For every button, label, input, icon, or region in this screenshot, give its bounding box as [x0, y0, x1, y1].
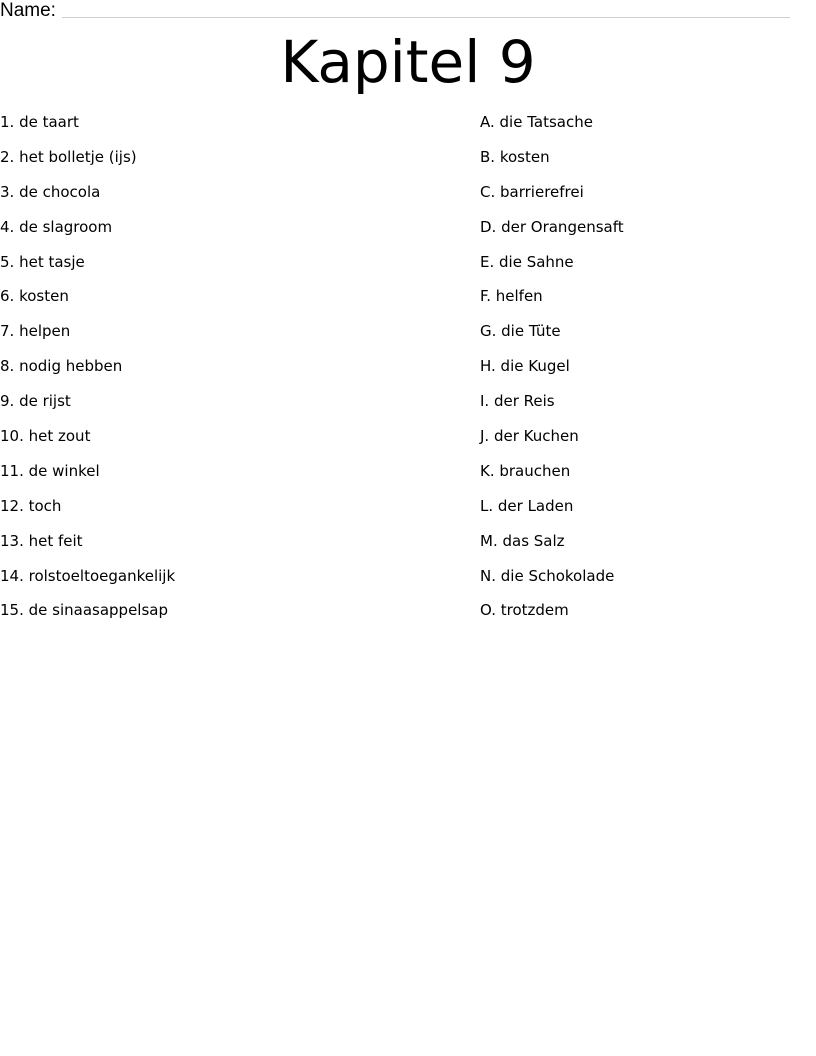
answer-item: F. helfen — [480, 287, 543, 306]
term-item: 14. rolstoeltoegankelijk — [0, 566, 176, 585]
term-item: 11. de winkel — [0, 461, 100, 480]
answer-item: B. kosten — [480, 147, 550, 166]
term-item: 7. helpen — [0, 322, 71, 341]
answer-item: K. brauchen — [480, 461, 571, 480]
answers-column — [480, 112, 800, 635]
term-item: 13. het feit — [0, 531, 83, 550]
answer-item: A. die Tatsache — [480, 113, 593, 131]
answer-item: D. der Orangensaft — [480, 217, 624, 236]
answer-item: L. der Laden — [480, 496, 574, 515]
answer-item: H. die Kugel — [480, 357, 570, 376]
term-item: 8. nodig hebben — [0, 357, 123, 376]
terms-column — [0, 112, 460, 635]
term-item: 3. de chocola — [0, 182, 101, 201]
name-label: Name: — [0, 0, 56, 21]
answer-item: N. die Schokolade — [480, 566, 615, 585]
answer-item: E. die Sahne — [480, 252, 574, 271]
page-title: Kapitel 9 — [280, 28, 536, 96]
term-item: 6. kosten — [0, 287, 69, 306]
term-item: 1. de taart — [0, 113, 79, 131]
answer-item: C. barrierefrei — [480, 182, 584, 201]
answer-item: I. der Reis — [480, 392, 555, 411]
term-item: 5. het tasje — [0, 252, 85, 271]
answer-item: G. die Tüte — [480, 322, 561, 341]
term-item: 9. de rijst — [0, 392, 71, 411]
name-entry-line[interactable] — [62, 17, 790, 18]
term-item: 15. de sinaasappelsap — [0, 601, 168, 620]
term-item: 12. toch — [0, 496, 62, 515]
answer-item: O. trotzdem — [480, 601, 569, 620]
name-row — [0, 0, 790, 22]
term-item: 4. de slagroom — [0, 217, 113, 236]
term-item: 2. het bolletje (ijs) — [0, 147, 137, 166]
answer-item: J. der Kuchen — [480, 427, 579, 446]
term-item: 10. het zout — [0, 427, 91, 446]
answer-item: M. das Salz — [480, 531, 565, 550]
